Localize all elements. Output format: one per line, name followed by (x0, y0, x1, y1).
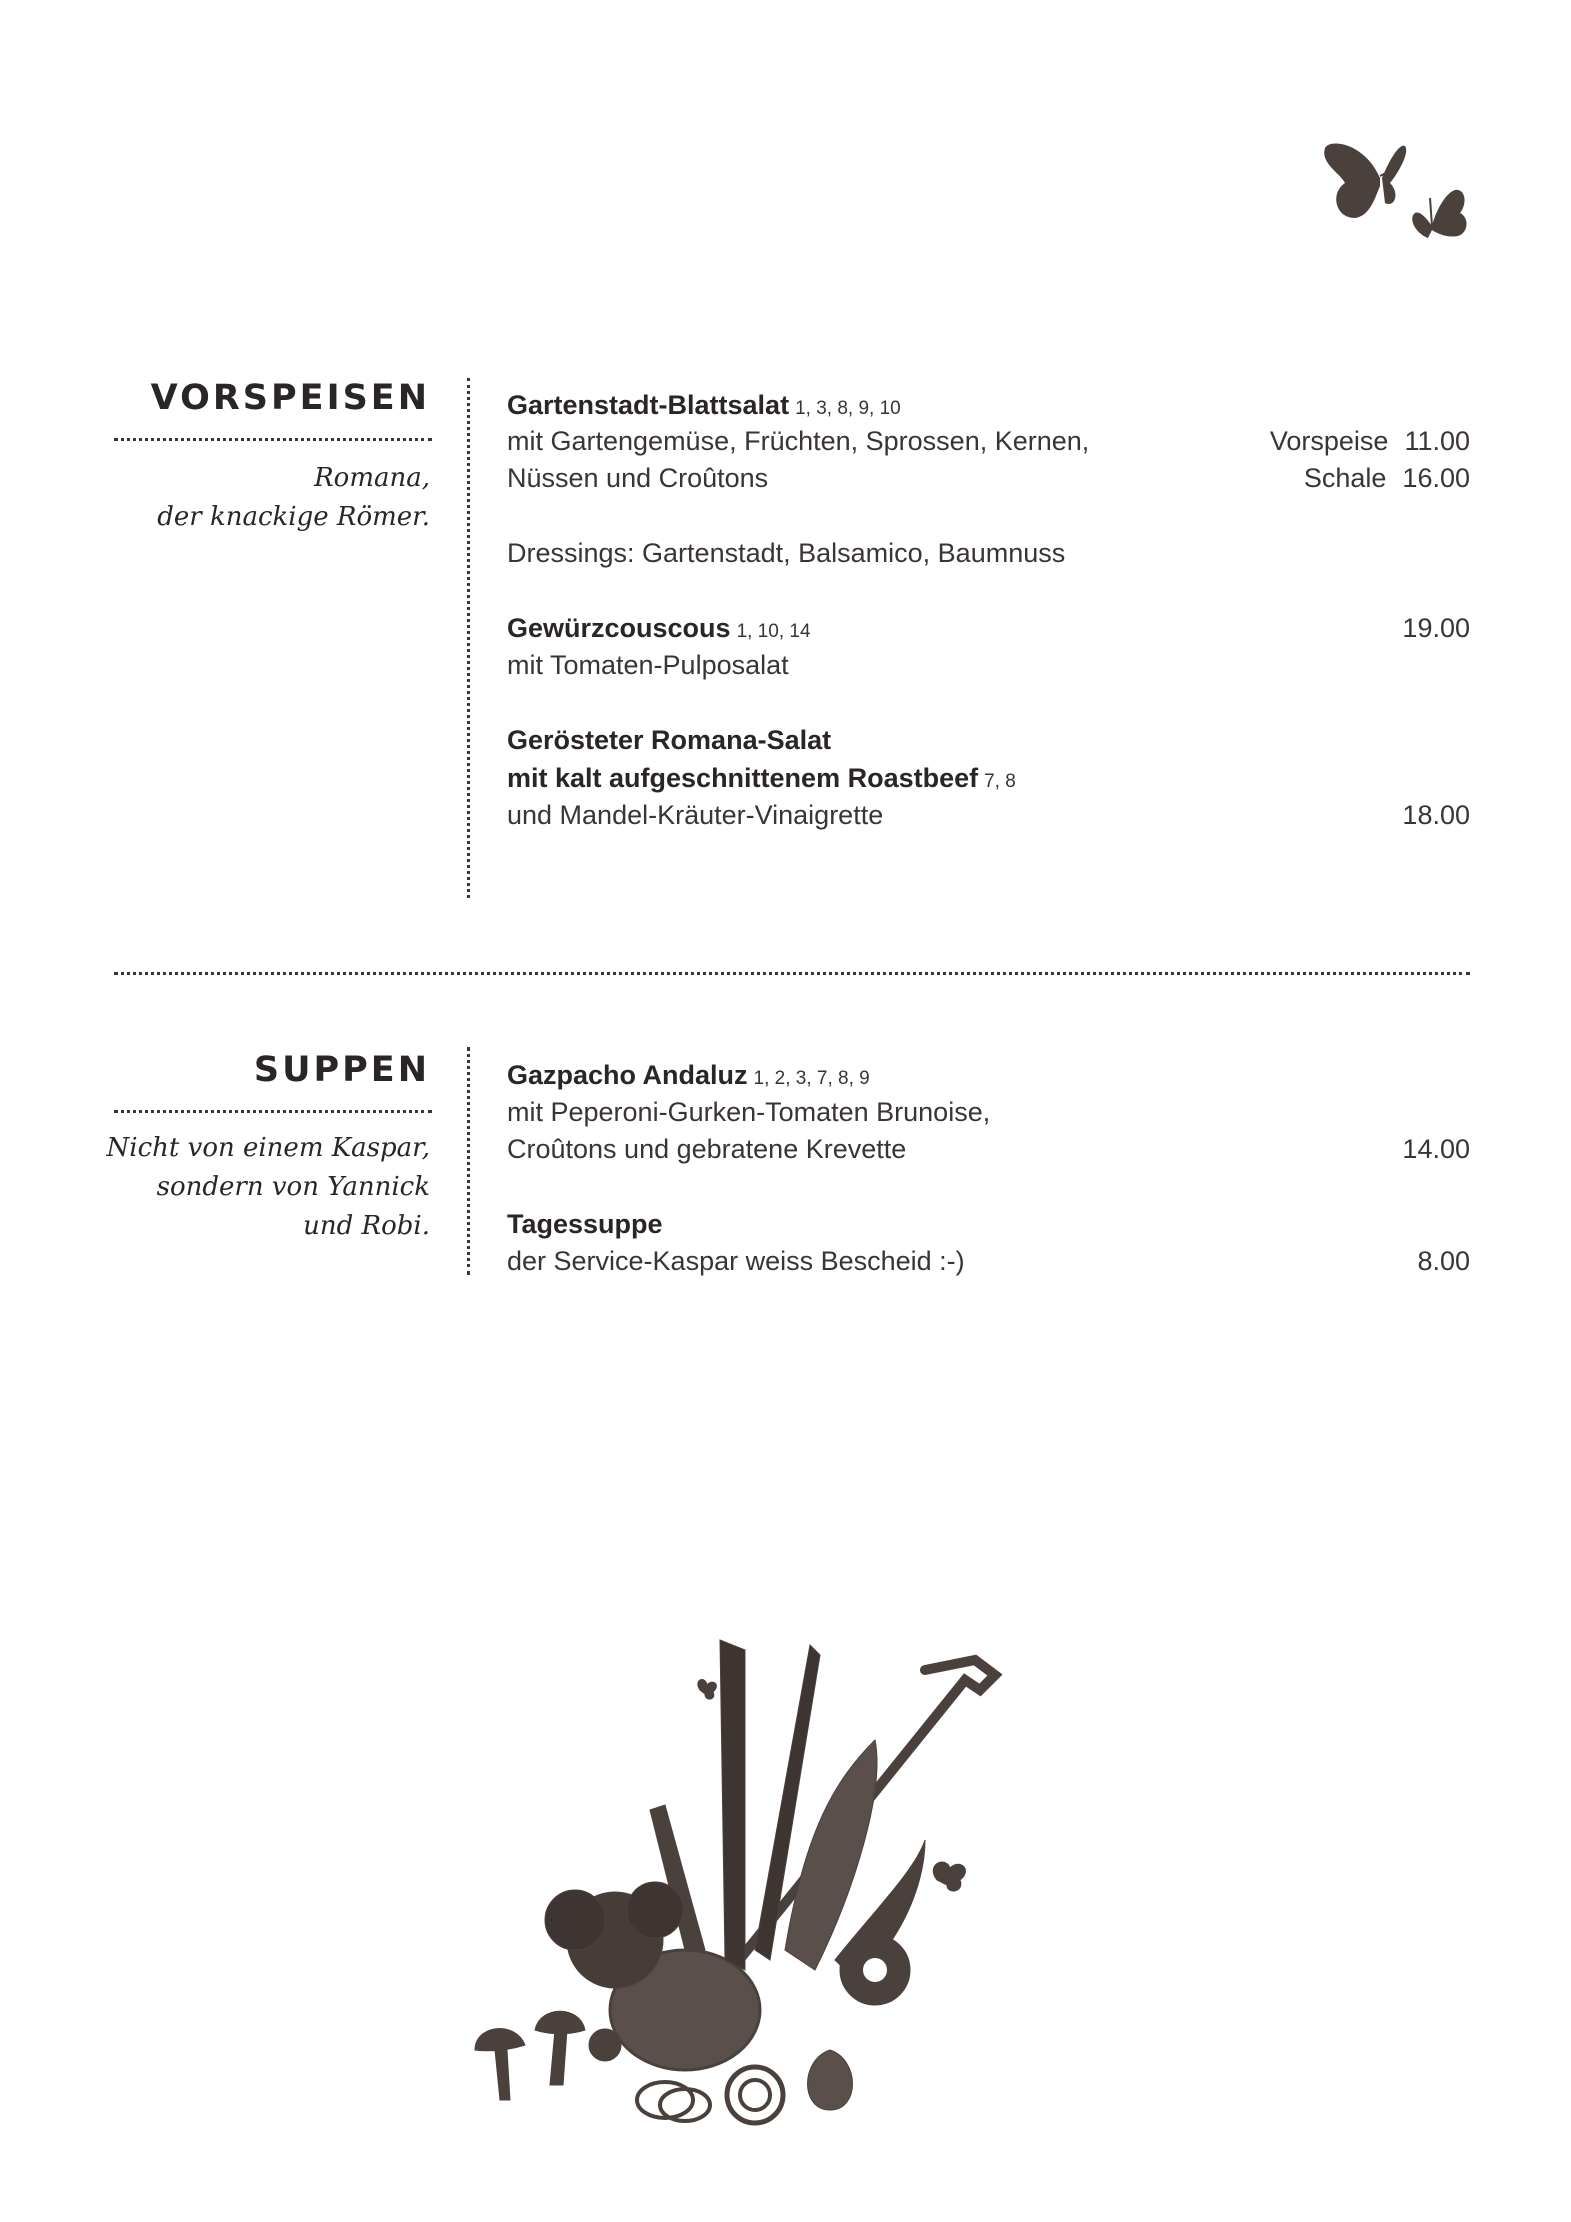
tagline-line: Romana, (314, 463, 430, 493)
section-title: VORSPEISEN (150, 378, 430, 418)
dish-name: Gewürzcouscous (507, 613, 731, 643)
price-value: 18.00 (1402, 800, 1470, 830)
tagline-line: Nicht von einem Kaspar, (106, 1133, 430, 1163)
allergen-codes: 1, 3, 8, 9, 10 (795, 398, 901, 419)
dish-description: der Service-Kaspar weiss Bescheid :-) (507, 1246, 965, 1276)
dish-description: mit Gartengemüse, Früchten, Sprossen, Kernen, (507, 426, 1090, 456)
menu-item-name (507, 763, 1016, 794)
section-tagline (157, 459, 430, 537)
menu-item-name (507, 1209, 663, 1240)
allergen-codes: 1, 2, 3, 7, 8, 9 (753, 1068, 870, 1089)
dressing-note: Dressings: Gartenstadt, Balsamico, Baumnuss (507, 538, 1066, 568)
tagline-line: sondern von Yannick (156, 1172, 430, 1202)
section-title: SUPPEN (253, 1050, 430, 1090)
dish-description: mit Tomaten-Pulposalat (507, 650, 789, 680)
menu-item-name (507, 613, 811, 644)
title-divider (114, 1110, 432, 1113)
butterflies-icon (1320, 138, 1480, 248)
allergen-codes: 1, 10, 14 (736, 621, 811, 642)
price-value: 16.00 (1402, 463, 1470, 493)
section-tagline (107, 1129, 430, 1246)
dish-name: Gartenstadt-Blattsalat (507, 390, 790, 420)
title-divider (114, 438, 432, 441)
price-label: Schale (1303, 463, 1387, 493)
dish-description: Croûtons und gebratene Krevette (507, 1134, 907, 1164)
price-value: 19.00 (1402, 613, 1470, 643)
tagline-line: der knackige Römer. (157, 502, 430, 532)
section-divider (114, 972, 1470, 975)
price-label: Vorspeise (1269, 426, 1389, 456)
dish-name: mit kalt aufgeschnittenem Roastbeef (507, 763, 979, 793)
dish-name: Gerösteter Romana-Salat (507, 725, 832, 755)
dish-name: Tagessuppe (507, 1209, 663, 1239)
dish-description: mit Peperoni-Gurken-Tomaten Brunoise, (507, 1097, 991, 1127)
allergen-codes: 7, 8 (984, 771, 1016, 792)
vegetables-ladle-illustration (455, 1630, 1135, 2150)
tagline-line: und Robi. (303, 1211, 430, 1241)
menu-item-name (507, 390, 901, 421)
column-divider (467, 378, 470, 898)
price-row (1270, 426, 1470, 457)
dish-description: Nüssen und Croûtons (507, 463, 769, 493)
dish-name: Gazpacho Andaluz (507, 1060, 748, 1090)
price-row (1304, 463, 1470, 494)
dish-description: und Mandel-Kräuter-Vinaigrette (507, 800, 884, 830)
menu-item-name (507, 1060, 870, 1091)
menu-item-name (507, 725, 831, 756)
price-value: 14.00 (1402, 1134, 1470, 1164)
column-divider (467, 1047, 470, 1275)
price-value: 11.00 (1404, 426, 1470, 456)
price-value: 8.00 (1417, 1246, 1470, 1276)
